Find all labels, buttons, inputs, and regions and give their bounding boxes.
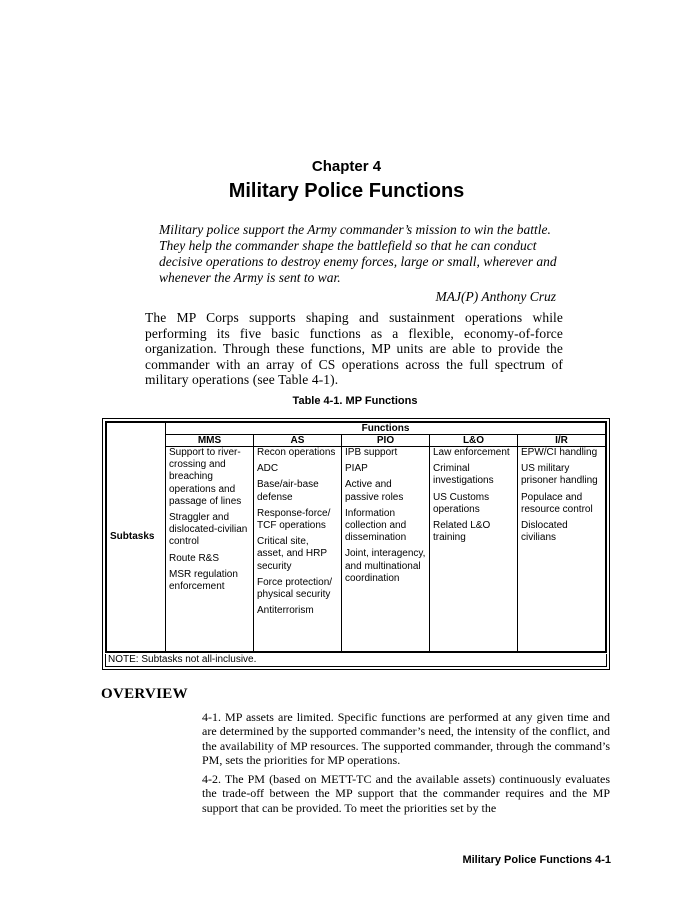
column-header-pio: PIO	[342, 435, 430, 447]
column-header-mms: MMS	[166, 435, 254, 447]
overview-heading: OVERVIEW	[101, 686, 188, 702]
intro-paragraph: The MP Corps supports shaping and sustainment operations while performing its five basic functions as a flexible, economy-of-force organization. Through these functions, MP units are able to provide the commander with an array of CS operations across the full spectrum of military operations (see Table 4-1).	[145, 310, 563, 388]
subtask-item: Force protection/ physical security	[257, 576, 333, 601]
epigraph-quote: Military police support the Army commander’s mission to win the battle. They help the commander shape the battlefield so that he can conduct decisive operations to destroy enemy forces, large or small, wherever and whenever the Army is sent to war.	[159, 222, 557, 285]
subtask-item: IPB support	[345, 447, 398, 458]
column-header-l-o: L&O	[430, 435, 518, 447]
subtask-item: Antiterrorism	[257, 605, 314, 617]
subtask-column	[518, 447, 606, 652]
subtask-item: Active and passive roles	[345, 479, 404, 503]
chapter-title: Military Police Functions	[228, 180, 465, 202]
subtask-item: ADC	[257, 463, 279, 475]
subtask-column	[342, 447, 430, 652]
subtask-item: PIAP	[345, 463, 368, 475]
subtask-item: Recon operations	[257, 447, 336, 458]
subtask-column	[430, 447, 518, 652]
functions-group-header: Functions	[166, 423, 606, 435]
subtask-item: Related L&O training	[433, 520, 491, 544]
subtask-item: US Customs operations	[433, 491, 490, 515]
subtask-item: Base/air-base defense	[257, 479, 319, 503]
subtask-item: Dislocated civilians	[521, 520, 568, 544]
subtask-column	[254, 447, 342, 652]
subtask-item: Populace and resource control	[521, 491, 593, 515]
functions-grid	[106, 422, 606, 652]
subtask-item: Joint, interagency, and multinational coordination	[345, 548, 426, 584]
subtask-column	[166, 447, 254, 652]
subtask-item: Law enforcement	[433, 447, 510, 458]
table-caption: Table 4-1. MP Functions	[292, 395, 418, 407]
subtask-item: Support to river-crossing and breaching operations and passage of lines	[169, 447, 242, 507]
subtask-item: Information collection and dissemination	[345, 507, 407, 544]
subtask-item: EPW/CI handling	[521, 447, 598, 458]
subtask-item: US military prisoner handling	[521, 463, 598, 487]
subtasks-row-label: Subtasks	[107, 423, 166, 652]
column-header-as: AS	[254, 435, 342, 447]
page-footer: Military Police Functions 4-1	[462, 854, 611, 866]
chapter-label: Chapter 4	[311, 158, 382, 175]
subtask-item: MSR regulation enforcement	[169, 568, 238, 593]
subtask-item: Criminal investigations	[433, 463, 494, 487]
subtask-item: Response-force/ TCF operations	[257, 507, 331, 532]
column-header-i-r: I/R	[518, 435, 606, 447]
subtask-item: Critical site, asset, and HRP security	[257, 536, 327, 572]
paragraph-4-1: 4-1. MP assets are limited. Specific functions are performed at any given time and are determined by the supported commander’s need, the intensity of the conflict, and the availability of MP resources. The supported commander, through the command’s PM, sets the priorities for MP operations.	[202, 710, 610, 768]
table-note: NOTE: Subtasks not all-inclusive.	[105, 654, 607, 667]
subtask-item: Straggler and dislocated-civilian control	[169, 512, 248, 548]
mp-functions-table	[102, 418, 610, 670]
paragraph-4-2: 4-2. The PM (based on METT-TC and the available assets) continuously evaluates the trade-off between the MP support that the commander requires and the MP support that can be provided. To meet the priorities set by the	[202, 772, 610, 815]
subtask-item: Route R&S	[169, 552, 220, 564]
epigraph-author: MAJ(P) Anthony Cruz	[435, 289, 556, 304]
